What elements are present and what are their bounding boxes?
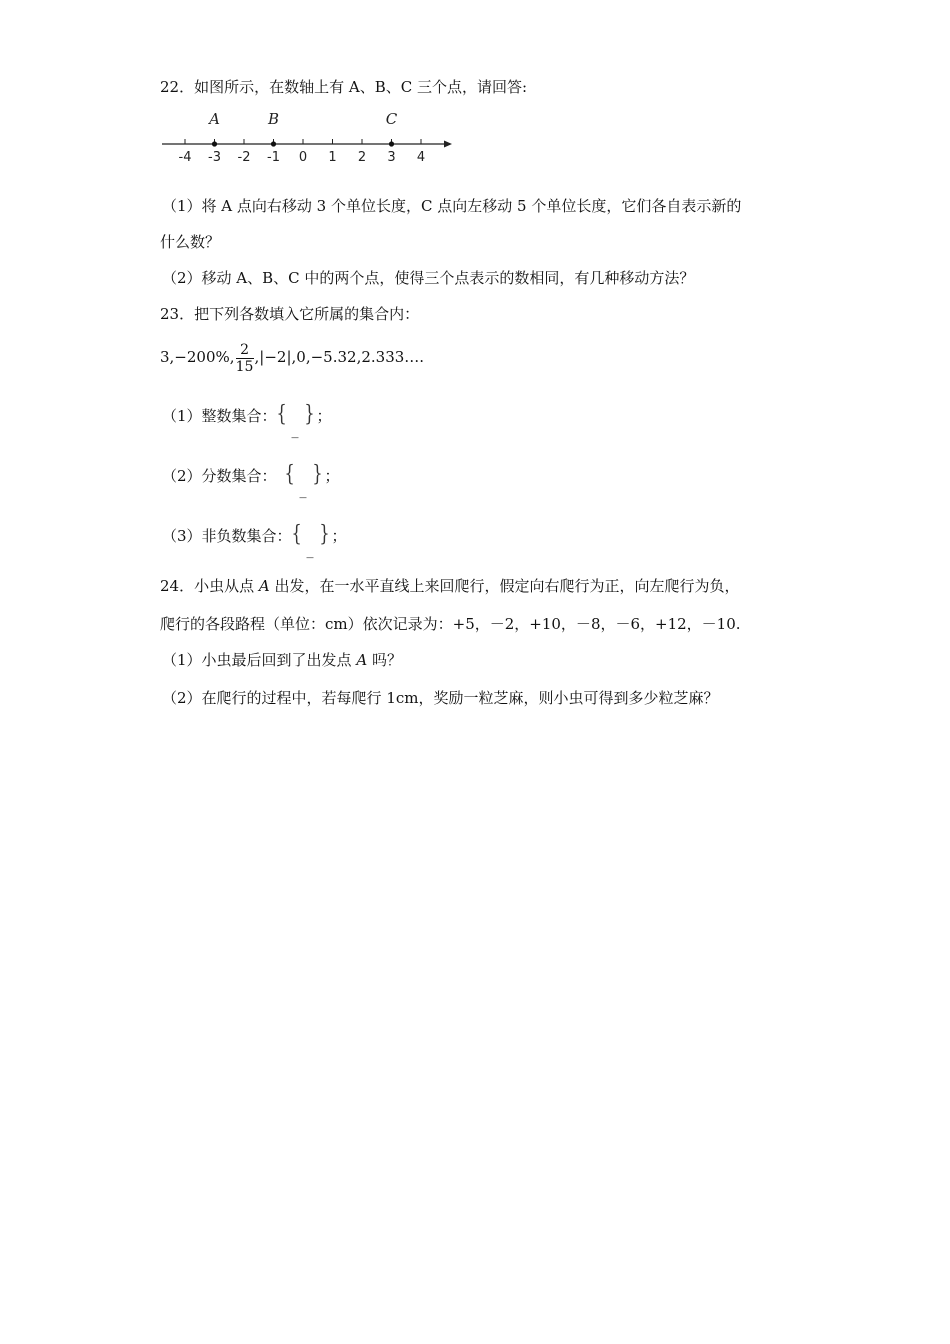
q24-stem-line2: 爬行的各段路程（单位：cm）依次记录为：+5，－2，+10，－8，－6，+12，－10. — [160, 615, 741, 633]
q23-numbers-prefix: 3,−200%, — [160, 348, 235, 366]
q24-part1-text-rest: 吗？ — [367, 651, 402, 669]
q23-part1 — [162, 396, 332, 439]
q24-part1 — [162, 650, 402, 670]
tick-label: -4 — [178, 150, 192, 165]
q23-part2-label: （2）分数集合： — [162, 467, 277, 485]
q24-part1-text: （1）小虫最后回到了出发点 — [162, 651, 357, 669]
q23-fraction — [236, 342, 254, 375]
q23-part1-label: （1）整数集合： — [162, 407, 277, 425]
q24-stem-text: 24．小虫从点 — [160, 577, 259, 595]
q22-part1-line1: （1）将 A 点向右移动 3 个单位长度，C 点向左移动 5 个单位长度，它们各自表示新的 — [162, 197, 742, 215]
left-brace: { — [291, 520, 302, 547]
number-line — [160, 108, 460, 168]
right-brace: } — [312, 460, 323, 487]
point-b — [271, 141, 276, 146]
tick-label: 4 — [416, 150, 426, 165]
left-brace: { — [276, 400, 287, 427]
q22-stem: 22．如图所示，在数轴上有 A、B、C 三个点，请回答: — [160, 78, 528, 96]
answer-blank: _ — [291, 423, 299, 439]
tick-label: 0 — [298, 150, 308, 165]
q24-stem-line1 — [160, 576, 739, 596]
point-label-a: A — [209, 110, 220, 128]
point-a-variable: A — [356, 651, 368, 669]
number-line-figure — [160, 108, 460, 168]
q23-part2 — [162, 456, 340, 499]
tick-label: 2 — [357, 150, 367, 165]
semicolon: ； — [316, 407, 332, 425]
semicolon: ； — [324, 467, 340, 485]
q22-part2: （2）移动 A、B、C 中的两个点，使得三个点表示的数相同，有几种移动方法？ — [162, 269, 695, 287]
q24-part2: （2）在爬行的过程中，若每爬行 1cm，奖励一粒芝麻，则小虫可得到多少粒芝麻？ — [162, 689, 719, 707]
point-c — [389, 141, 394, 146]
left-brace: { — [284, 460, 295, 487]
right-brace: } — [319, 520, 330, 547]
q23-fraction-denominator: 15 — [235, 358, 254, 375]
q23-part3 — [162, 516, 347, 559]
point-label-c: C — [385, 110, 398, 128]
q23-fraction-numerator: 2 — [240, 341, 249, 358]
number-line-arrow — [444, 141, 452, 148]
point-a — [212, 141, 217, 146]
tick-label: -2 — [237, 150, 251, 165]
tick-label: 3 — [387, 150, 396, 165]
nonnegative-set-answer-box[interactable] — [291, 520, 332, 559]
q23-numbers — [160, 338, 424, 376]
point-label-b: B — [267, 110, 280, 128]
point-a-variable: A — [258, 577, 270, 595]
q23-part3-label: （3）非负数集合： — [162, 527, 292, 545]
tick-label: -3 — [208, 150, 221, 165]
q23-stem: 23．把下列各数填入它所属的集合内： — [160, 305, 420, 323]
tick-label: -1 — [267, 150, 280, 165]
fraction-set-answer-box[interactable] — [284, 460, 325, 499]
answer-blank: _ — [299, 483, 307, 499]
right-brace: } — [304, 400, 315, 427]
q22-part1-line2: 什么数？ — [160, 233, 221, 251]
semicolon: ； — [331, 527, 347, 545]
answer-blank: _ — [306, 543, 314, 559]
q23-numbers-suffix: ,|−2|,0,−5.32,2.333…. — [254, 348, 425, 366]
integer-set-answer-box[interactable] — [276, 400, 317, 439]
q24-stem-text-rest: 出发，在一水平直线上来回爬行，假定向右爬行为正，向左爬行为负， — [269, 577, 740, 595]
tick-label: 1 — [328, 150, 337, 165]
